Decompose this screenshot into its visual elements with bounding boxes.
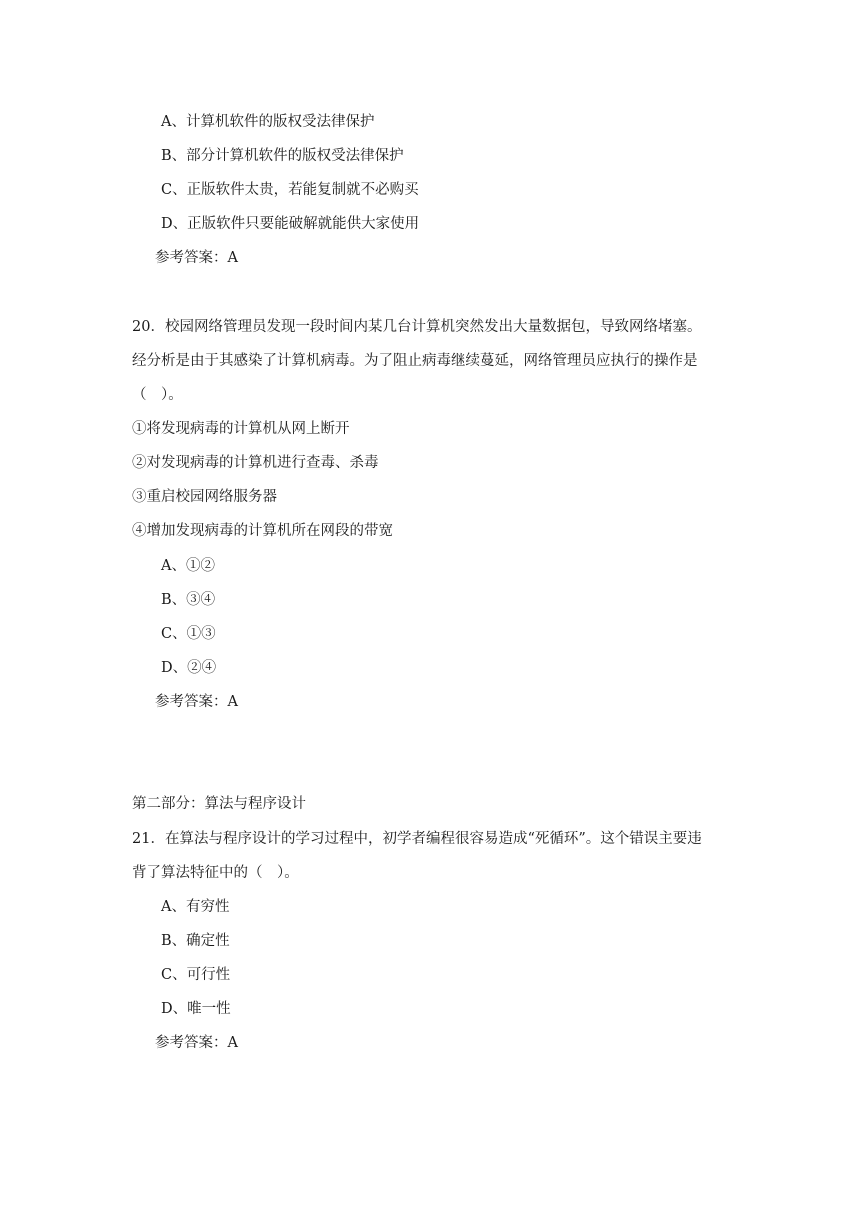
option-b: B、③④ <box>161 592 216 608</box>
statement-3: ③重启校园网络服务器 <box>132 489 277 505</box>
option-c: C、可行性 <box>161 967 231 983</box>
option-c: C、①③ <box>161 626 216 642</box>
option-d: D、正版软件只要能破解就能供大家使用 <box>161 216 420 232</box>
statement-1: ①将发现病毒的计算机从网上断开 <box>132 421 350 437</box>
option-b: B、确定性 <box>161 933 230 949</box>
statement-2: ②对发现病毒的计算机进行查毒、杀毒 <box>132 455 379 471</box>
option-d: D、唯一性 <box>161 1001 231 1017</box>
option-a: A、有穷性 <box>161 899 230 915</box>
option-a: A、①② <box>161 558 215 574</box>
statement-4: ④增加发现病毒的计算机所在网段的带宽 <box>132 523 393 539</box>
option-d: D、②④ <box>161 660 217 676</box>
section-title: 第二部分：算法与程序设计 <box>132 796 306 812</box>
reference-answer: 参考答案：A <box>155 1035 238 1051</box>
reference-answer: 参考答案：A <box>155 694 238 710</box>
reference-answer: 参考答案：A <box>155 250 238 266</box>
question-stem-line: 背了算法特征中的（ ）。 <box>132 865 299 881</box>
question-stem-line: 21．在算法与程序设计的学习过程中，初学者编程很容易造成“死循环”。这个错误主要违 <box>132 831 702 847</box>
question-stem-line: 20．校园网络管理员发现一段时间内某几台计算机突然发出大量数据包，导致网络堵塞。 <box>132 319 702 335</box>
question-stem-line: （ ）。 <box>132 387 183 403</box>
option-b: B、部分计算机软件的版权受法律保护 <box>161 148 404 164</box>
question-stem-line: 经分析是由于其感染了计算机病毒。为了阻止病毒继续蔓延，网络管理员应执行的操作是 <box>132 353 698 369</box>
option-a: A、计算机软件的版权受法律保护 <box>161 114 375 130</box>
option-c: C、正版软件太贵，若能复制就不必购买 <box>161 182 419 198</box>
